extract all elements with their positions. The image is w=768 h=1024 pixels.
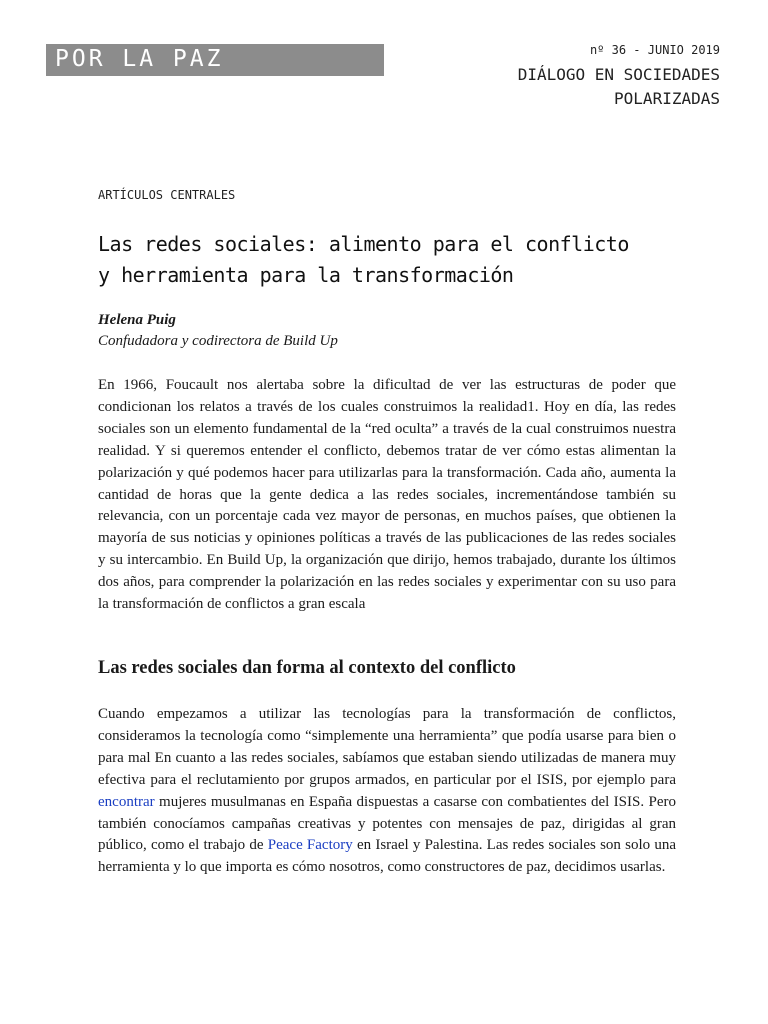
series-banner	[46, 44, 384, 76]
section-subheading: Las redes sociales dan forma al contexto del conflicto	[98, 658, 516, 678]
body-paragraph-1: En 1966, Foucault nos alertaba sobre la dificultad de ver las estructuras de poder que condicionan los relatos a través de los cuales construimos la realidad1. Hoy en día, las redes sociales son un elemento fundamental de la “red oculta” a través de la cual construimos nuestra realidad. Y si queremos entender el conflicto, debemos tratar de ver cómo estas alimentan la polarización y qué podemos hacer para utilizarlas para la transformación. Cada año, aumenta la cantidad de horas que la gente dedica a las redes sociales, incrementándose también su relevancia, con un porcentaje cada vez mayor de personas, en muchos países, que obtienen la mayoría de sus noticias y opiniones políticas a través de las publicaciones de las redes sociales y su intercambio. En Build Up, la organización que dirijo, hemos trabajado, durante los últimos dos años, para comprender la polarización en las redes sociales y experimentar con su uso para la transformación de conflictos a gran escala	[98, 377, 676, 613]
paragraph2-text-3: en Israel y Palestina. Las redes sociales son solo una herramienta y lo que importa es cómo nosotros, como constructores de paz, decidimos usarlas.	[98, 837, 677, 876]
link-encontrar[interactable]: encontrar	[98, 793, 155, 810]
article-title-line2: y herramienta para la transformación	[98, 263, 514, 287]
article-title	[98, 229, 698, 291]
publication-title-line2: POLARIZADAS	[614, 89, 720, 108]
publication-title	[518, 63, 720, 111]
author-role: Confudadora y codirectora de Build Up	[98, 333, 338, 349]
paragraph2-text-2: mujeres musulmanas en España dispuestas a casarse con combatientes del ISIS. Pero también conocíamos campañas creativas y potentes con mensajes de paz, dirigidas al gran público, como el trabajo de	[98, 793, 676, 854]
author-name: Helena Puig	[98, 312, 176, 328]
paragraph2-text-1: Cuando empezamos a utilizar las tecnologías para la transformación de conflictos, consideramos la tecnología como “simplemente una herramienta” que podía usarse para bien o para mal En cuanto a las redes sociales, sabíamos que estaban siendo utilizadas de manera muy efectiva para el reclutamiento por grupos armados, en particular por el ISIS, por ejemplo para	[98, 706, 676, 788]
section-label: ARTÍCULOS CENTRALES	[98, 188, 236, 202]
publication-title-line1: DIÁLOGO EN SOCIEDADES	[517, 65, 720, 84]
issue-number: nº 36 - JUNIO 2019	[589, 43, 720, 57]
link-peace-factory[interactable]: Peace Factory	[267, 837, 353, 854]
body-paragraph-2	[98, 704, 676, 879]
article-title-line1: Las redes sociales: alimento para el conflicto	[98, 232, 629, 256]
series-title: POR LA PAZ	[55, 46, 224, 72]
